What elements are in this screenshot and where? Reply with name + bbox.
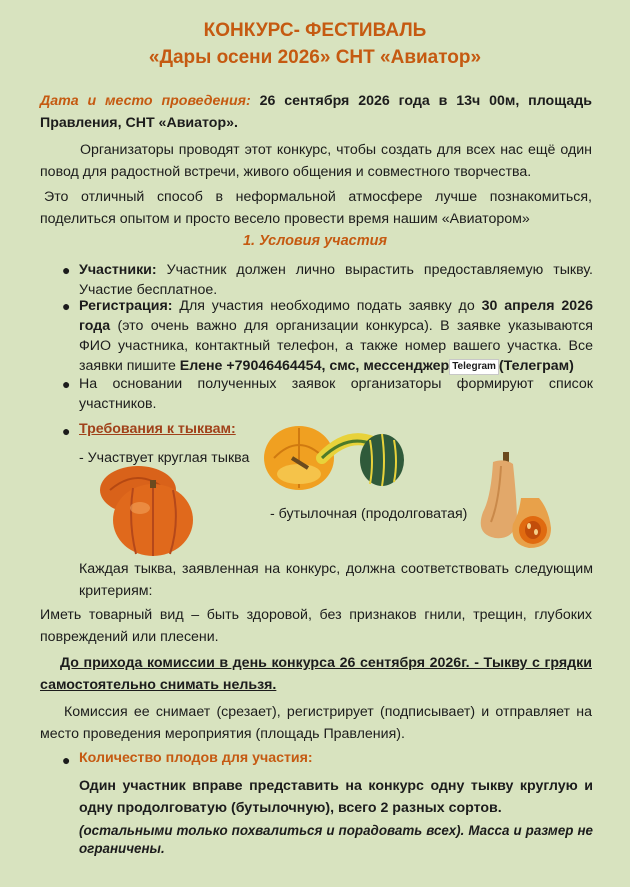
criteria-intro: Каждая тыква, заявленная на конкурс, должна соответствовать следующим критериям: (79, 561, 593, 599)
date-place (40, 90, 592, 134)
butternut-squash-image (473, 452, 555, 550)
bullet-icon: ● (62, 376, 71, 392)
bottle-pumpkin-label: - бутылочная (продолговатая) (270, 506, 468, 522)
participants-text: Участник должен лично вырастить предоставляемую тыкву. Участие бесплатное. (79, 262, 593, 298)
quantity-note: (остальными только похвалиться и порадовать всех). Масса и размер не ограничены. (79, 823, 593, 856)
intro-paragraph-2: Это отличный способ в неформальной атмосфере лучше познакомиться, поделиться опытом и просто весело провести время нашим «Авиатором» (40, 189, 592, 227)
requirements-heading: Требования к тыквам: (79, 421, 236, 437)
condition-text: Иметь товарный вид – быть здоровой, без признаков гнили, трещин, глубоких повреждений или плесени. (40, 607, 592, 645)
list-item-participant-list: На основании полученных заявок организаторы формируют список участников. (79, 376, 593, 412)
registration-text-2: (это очень важно для организации конкурса). В заявке указываются ФИО участника, контактный телефон, а также номер вашего участка. Все заявки пишите (79, 318, 593, 374)
quantity-heading: Количество плодов для участия: (79, 750, 313, 766)
round-pumpkin-image (98, 462, 198, 558)
registration-label: Регистрация: (79, 298, 173, 314)
list-item-registration (79, 296, 593, 376)
date-place-value: 26 сентября 2026 года в 13ч 00м, площадь Правления, СНТ «Авиатор». (40, 93, 592, 131)
registration-deadline: 30 апреля 2026 года (79, 298, 593, 334)
turban-pumpkin-image (262, 422, 407, 494)
quantity-rule: Один участник вправе представить на конкурс одну тыкву круглую и одну продолговатую (бутылочную), всего 2 разных сортов. (79, 778, 593, 816)
bullet-icon: ● (62, 423, 71, 439)
date-place-label: Дата и место проведения: (40, 93, 251, 109)
section-heading-conditions: 1. Условия участия (242, 233, 388, 249)
harvest-warning-text: До прихода комиссии в день конкурса 26 сентября 2026г. - Тыкву с грядки самостоятельно снимать нельзя. (40, 655, 592, 693)
page-subtitle: «Дары осени 2026» СНТ «Авиатор» (148, 47, 482, 68)
bullet-icon: ● (62, 298, 71, 314)
participants-label: Участники: (79, 262, 157, 278)
registration-contact: Елене +79046464454, смс, мессенджер (179, 358, 450, 374)
registration-text-1: Для участия необходимо подать заявку до (179, 298, 475, 314)
telegram-text: (Телеграм) (498, 358, 574, 374)
commission-text: Комиссия ее снимает (срезает), регистрирует (подписывает) и отправляет на место проведения мероприятия (площадь Правления). (40, 704, 592, 742)
round-pumpkin-label: - Участвует круглая тыква (79, 450, 250, 466)
harvest-warning (40, 652, 592, 696)
bullet-icon: ● (62, 752, 71, 768)
bullet-icon: ● (62, 262, 71, 278)
intro-paragraph-1: Организаторы проводят этот конкурс, чтобы создать для всех нас ещё один повод для радостной встречи, живого общения и совместного творчества. (40, 142, 592, 180)
list-item-participants (79, 260, 593, 300)
page-title: КОНКУРС- ФЕСТИВАЛЬ (203, 20, 427, 41)
telegram-badge: Telegram (449, 359, 499, 375)
